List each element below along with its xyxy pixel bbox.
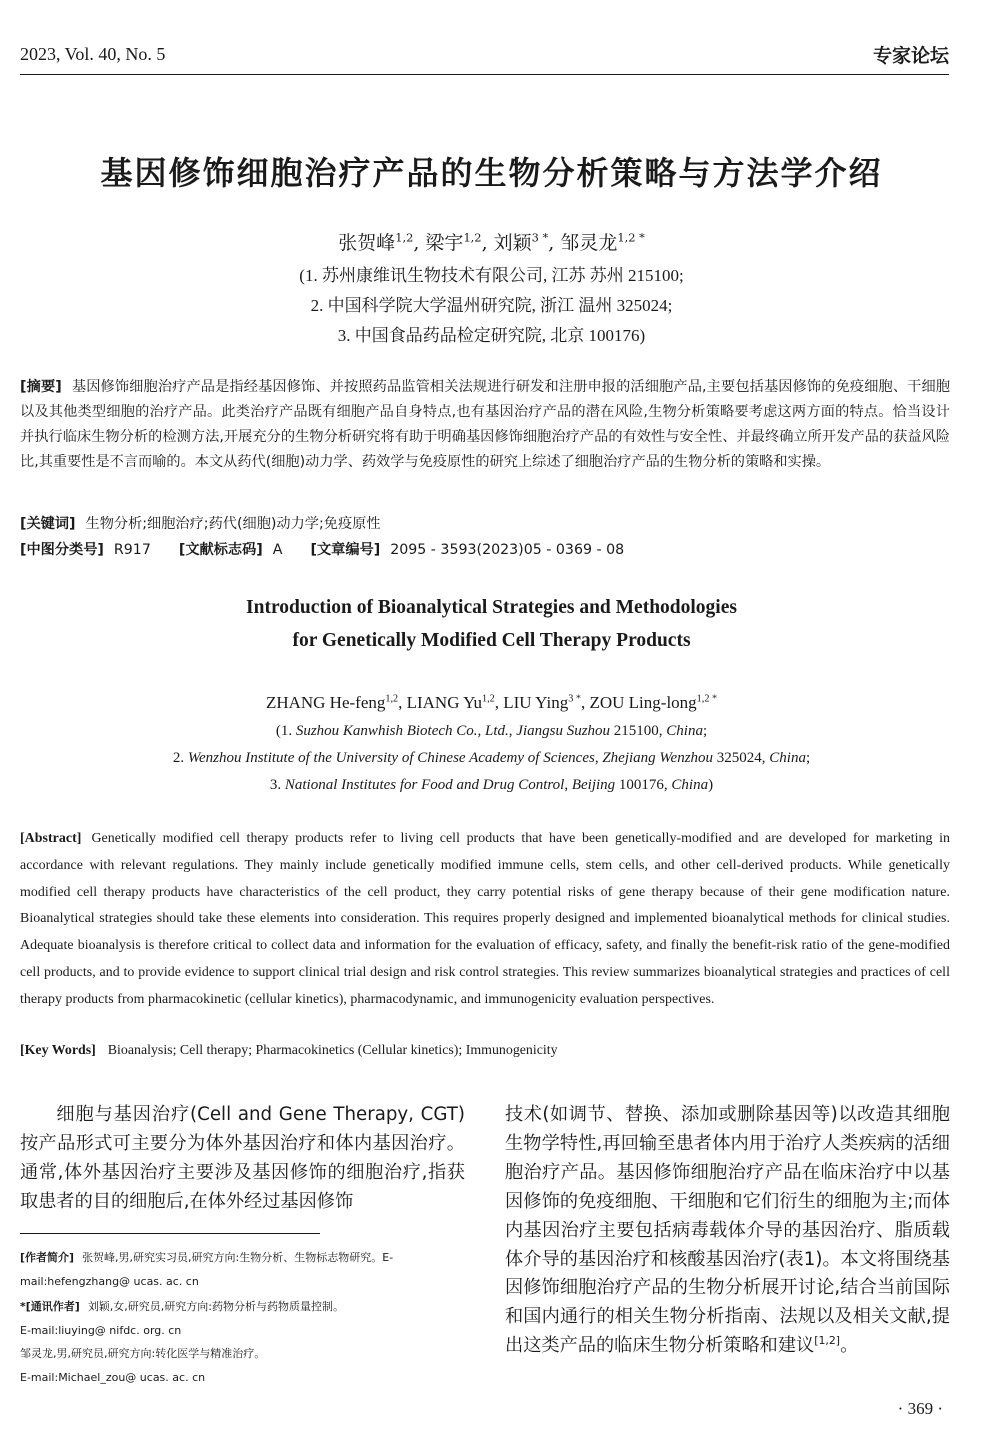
body-right-column: 技术(如调节、替换、添加或删除基因等)以改造其细胞生物学特性,再回输至患者体内用于治疗人类疾病的活细胞治疗产品。基因修饰细胞治疗产品在临床治疗中以基因修饰的免疫细胞、干细胞和它们衍生的细胞为主;而体内基因治疗主要包括病毒载体介导的基因治疗、脂质载体介导的基因治疗和核酸基因治疗(表1)。本文将围绕基因修饰细胞治疗产品的生物分析展开讨论,结合当前国际和国内通行的相关生物分析指南、法规以及相关文献,提出这类产品的临床生物分析策略和建议[1,2]。 (505, 1104, 950, 1357)
keywords-text: 生物分析;细胞治疗;药代(细胞)动力学;免疫原性 (85, 516, 381, 532)
affiliation-cn-2: 2. 中国科学院大学温州研究院, 浙江 温州 325024; (310, 296, 673, 315)
article-number-value: 2095 - 3593(2023)05 - 0369 - 08 (390, 542, 625, 558)
footnote-corr-text: 刘颖,女,研究员,研究方向:药物分析与药物质量控制。 (87, 1300, 345, 1313)
doc-code-label: [文献标志码] (178, 542, 263, 558)
keywords-english (20, 1043, 558, 1059)
classification-line (20, 539, 624, 559)
author-name: ZOU Ling-long (589, 693, 697, 712)
footnote-author-label: [作者简介] (20, 1251, 75, 1264)
keywords-chinese (20, 513, 381, 533)
authors-english: ZHANG He-feng$^{1,2}$, LIANG Yu$^{1,2}$, LIU Ying$^{3 *}$, ZOU Ling-long$^{1,2 *}$ (265, 693, 718, 712)
author-name: ZHANG He-feng (265, 693, 386, 712)
title-chinese: 基因修饰细胞治疗产品的生物分析策略与方法学介绍 (100, 154, 883, 192)
footnote-rule (20, 1233, 320, 1234)
keywords-en-label: [Key Words] (20, 1043, 96, 1058)
author-name: 张贺峰 (338, 232, 396, 254)
header-rule (20, 74, 949, 75)
title-english-line-2: for Genetically Modified Cell Therapy Products (292, 630, 691, 651)
article-number-label: [文章编号] (310, 542, 381, 558)
author-sup: 3 * (568, 693, 581, 705)
author-name: LIU Ying (503, 693, 569, 712)
citation: [1,2] (814, 1334, 841, 1348)
title-english-line-1: Introduction of Bioanalytical Strategies and Methodologies (246, 597, 737, 618)
affiliation-cn-3: 3. 中国食品药品检定研究院, 北京 100176) (337, 326, 646, 345)
author-sup: 1,2 (395, 230, 414, 245)
footnote-corr-email: E-mail:liuying@ nifdc. org. cn (20, 1323, 182, 1337)
clc-label: [中图分类号] (20, 542, 104, 558)
abstract-chinese (20, 375, 950, 475)
abstract-en-text: Genetically modified cell therapy products refer to living cell products that have been genetically-modified and are developed for marketing in accordance with relevant regulations. They mainly include genetically modified immune cells, stem cells, and other cell-derived products. While genetically modified cell therapy products have characteristics of the cell product, they carry potential risks of gene therapy because of their gene modification nature. Bioanalytical strategies should take these elements into consideration. This requires properly designed and implemented bioanalytical methods for clinical studies. Adequate bioanalysis is therefore critical to collect data and information for the evaluation of efficacy, safety, and finally the benefit-risk ratio of the gene-modified cell products, and to provide evidence to support clinical trial design and risk control strategies. This review summarizes bioanalytical strategies and practices of cell therapy products from pharmacokinetic (cellular kinetics), pharmacodynamic, and immunogenicity evaluation perspectives. (20, 831, 950, 1007)
body-right-text: 技术(如调节、替换、添加或删除基因等)以改造其细胞生物学特性,再回输至患者体内用于治疗人类疾病的活细胞治疗产品。基因修饰细胞治疗产品在临床治疗中以基因修饰的免疫细胞、干细胞和它们衍生的细胞为主;而体内基因治疗主要包括病毒载体介导的基因治疗、脂质载体介导的基因治疗和核酸基因治疗(表1)。本文将围绕基因修饰细胞治疗产品的生物分析展开讨论,结合当前国际和国内通行的相关生物分析指南、法规以及相关文献,提出这类产品的临床生物分析策略和建议 (505, 1104, 950, 1357)
affiliation-en-2: 2. Wenzhou Institute of the University of Chinese Academy of Sciences, Zhejiang Wenzhou 325024, China; (172, 750, 811, 766)
page-number: · 369 · (897, 1399, 943, 1418)
author-sup: 3 * (531, 230, 549, 245)
footnote-corr2-text: 邹灵龙,男,研究员,研究方向:转化医学与精准治疗。 (20, 1347, 266, 1360)
affiliation-en-3: 3. National Institutes for Food and Drug Control, Beijing 100176, China) (269, 777, 714, 793)
abstract-label: [摘要] (20, 379, 62, 395)
author-sup: 1,2 (385, 693, 399, 705)
journal-issue: 2023, Vol. 40, No. 5 (20, 44, 166, 64)
body-left-column: 细胞与基因治疗(Cell and Gene Therapy, CGT)按产品形式可主要分为体外基因治疗和体内基因治疗。通常,体外基因治疗主要涉及基因修饰的细胞治疗,指获取患者的目的细胞后,在体外经过基因修饰 (20, 1104, 465, 1212)
footnote-corresponding (20, 1295, 470, 1389)
affiliation-cn-1: (1. 苏州康维讯生物技术有限公司, 江苏 苏州 215100; (299, 266, 684, 285)
authors-chinese: 张贺峰$^{1,2}$, 梁宇$^{1,2}$, 刘颖$^{3 *}$, 邹灵龙$^{1,2 *}$ (338, 230, 645, 254)
doc-code-value: A (272, 542, 283, 558)
footnote-corr-label: *[通讯作者] (20, 1300, 80, 1313)
author-sup: 1,2 (482, 693, 495, 705)
clc-value: R917 (113, 542, 151, 558)
keywords-en-text: Bioanalysis; Cell therapy; Pharmacokinetics (Cellular kinetics); Immunogenicity (107, 1043, 558, 1058)
footnote-corr2-email: E-mail:Michael_zou@ ucas. ac. cn (20, 1370, 206, 1384)
author-sup: 1,2 * (617, 230, 645, 245)
abstract-english (20, 826, 950, 1014)
author-name: 刘颖 (493, 232, 532, 254)
author-name: 邹灵龙 (560, 232, 618, 254)
footnote-author-text: 张贺峰,男,研究实习员,研究方向:生物分析、生物标志物研究。E-mail:hefengzhang@ ucas. ac. cn (20, 1251, 394, 1288)
author-name: LIANG Yu (406, 693, 482, 712)
author-name: 梁宇 (425, 232, 464, 254)
abstract-text: 基因修饰细胞治疗产品是指经基因修饰、并按照药品监管相关法规进行研发和注册申报的活细胞产品,主要包括基因修饰的免疫细胞、干细胞以及其他类型细胞的治疗产品。此类治疗产品既有细胞产品自身特点,也有基因治疗产品的潜在风险,生物分析策略要考虑这两方面的特点。恰当设计并执行临床生物分析的检测方法,开展充分的生物分析研究将有助于明确基因修饰细胞治疗产品的有效性与安全性、并最终确立所开发产品的获益风险比,其重要性是不言而喻的。本文从药代(细胞)动力学、药效学与免疫原性的研究上综述了细胞治疗产品的生物分析的策略和实操。 (20, 379, 951, 470)
footnote-author (20, 1246, 470, 1293)
author-sup: 1,2 (463, 230, 482, 245)
section-label: 专家论坛 (872, 45, 949, 67)
author-sup: 1,2 * (696, 693, 718, 705)
affiliation-en-1: (1. Suzhou Kanwhish Biotech Co., Ltd., Jiangsu Suzhou 215100, China; (275, 723, 708, 739)
keywords-label: [关键词] (20, 516, 76, 532)
abstract-en-label: [Abstract] (20, 831, 82, 846)
